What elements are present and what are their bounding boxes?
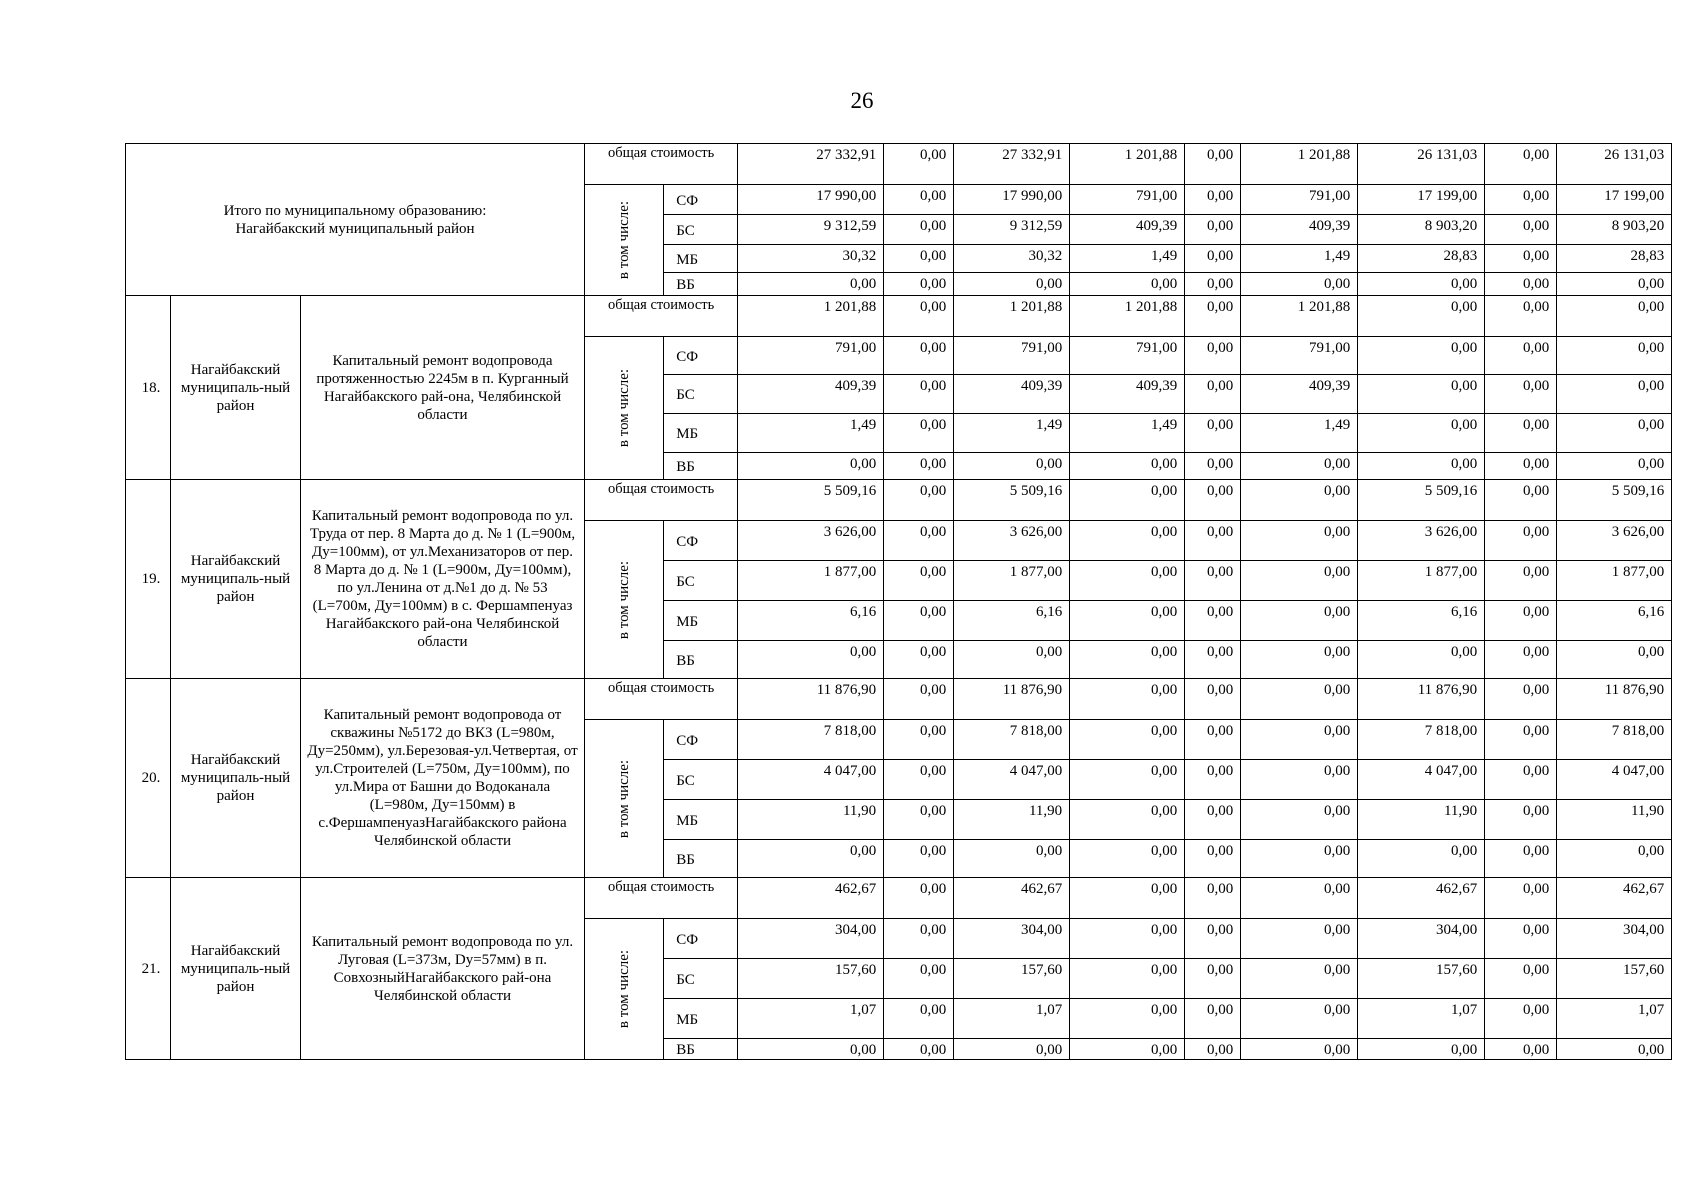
value-cell: 6,16 — [1557, 601, 1672, 641]
including-label — [585, 521, 664, 679]
value-cell: 0,00 — [884, 480, 954, 521]
value-cell: 0,00 — [1485, 760, 1557, 800]
value-cell: 0,00 — [884, 453, 954, 480]
fund-label: БС — [664, 959, 738, 999]
value-cell: 1,07 — [1557, 999, 1672, 1039]
entry-number: 18. — [126, 296, 171, 480]
value-cell: 0,00 — [1241, 601, 1358, 641]
fund-label: СФ — [664, 337, 738, 375]
value-cell: 11 876,90 — [1358, 679, 1485, 720]
total-title-line1: Итого по муниципальному образованию: — [223, 202, 487, 219]
value-cell: 3 626,00 — [1557, 521, 1672, 561]
value-cell: 0,00 — [1070, 1039, 1185, 1060]
value-cell: 7 818,00 — [738, 720, 884, 760]
value-cell: 11 876,90 — [1557, 679, 1672, 720]
value-cell: 0,00 — [1241, 959, 1358, 999]
value-cell: 1,07 — [738, 999, 884, 1039]
value-cell: 0,00 — [1185, 601, 1241, 641]
value-cell: 11 876,90 — [738, 679, 884, 720]
value-cell: 0,00 — [884, 414, 954, 453]
value-cell: 0,00 — [1485, 878, 1557, 919]
including-label — [585, 919, 664, 1060]
value-cell: 0,00 — [1241, 641, 1358, 679]
value-cell: 0,00 — [884, 800, 954, 840]
fund-label: МБ — [664, 245, 738, 273]
entry-description: Капитальный ремонт водопровода протяженностью 2245м в п. Курганный Нагайбакского рай-она, Челябинской области — [301, 296, 585, 480]
value-cell: 0,00 — [1557, 453, 1672, 480]
value-cell: 0,00 — [1557, 1039, 1672, 1060]
value-cell: 0,00 — [1070, 273, 1185, 296]
value-cell: 0,00 — [1358, 641, 1485, 679]
value-cell: 0,00 — [1485, 840, 1557, 878]
value-cell: 30,32 — [954, 245, 1070, 273]
page-number: 26 — [850, 88, 874, 113]
value-cell: 28,83 — [1358, 245, 1485, 273]
value-cell: 0,00 — [1485, 144, 1557, 185]
fund-label: МБ — [664, 601, 738, 641]
value-cell: 0,00 — [1358, 337, 1485, 375]
fund-label: БС — [664, 760, 738, 800]
value-cell: 0,00 — [738, 641, 884, 679]
value-cell: 0,00 — [1485, 561, 1557, 601]
fund-label: МБ — [664, 414, 738, 453]
value-cell: 5 509,16 — [1557, 480, 1672, 521]
value-cell: 0,00 — [1185, 641, 1241, 679]
including-label-text: в том числе: — [616, 560, 633, 639]
value-cell: 0,00 — [884, 561, 954, 601]
value-cell: 4 047,00 — [1557, 760, 1672, 800]
value-cell: 9 312,59 — [954, 215, 1070, 245]
value-cell: 791,00 — [1070, 185, 1185, 215]
value-cell: 5 509,16 — [1358, 480, 1485, 521]
value-cell: 0,00 — [1557, 414, 1672, 453]
value-cell: 0,00 — [884, 919, 954, 959]
value-cell: 791,00 — [1070, 337, 1185, 375]
value-cell: 0,00 — [1358, 840, 1485, 878]
value-cell: 4 047,00 — [1358, 760, 1485, 800]
value-cell: 0,00 — [1241, 800, 1358, 840]
value-cell: 0,00 — [954, 840, 1070, 878]
value-cell: 0,00 — [1358, 414, 1485, 453]
value-cell: 0,00 — [1070, 878, 1185, 919]
value-cell: 0,00 — [884, 679, 954, 720]
value-cell: 0,00 — [1485, 1039, 1557, 1060]
value-cell: 304,00 — [954, 919, 1070, 959]
value-cell: 0,00 — [1241, 999, 1358, 1039]
value-cell: 0,00 — [1185, 453, 1241, 480]
value-cell: 0,00 — [1485, 375, 1557, 414]
general-cost-label: общая стоимость — [585, 296, 738, 337]
value-cell: 4 047,00 — [738, 760, 884, 800]
value-cell: 0,00 — [1485, 641, 1557, 679]
value-cell: 0,00 — [1185, 720, 1241, 760]
value-cell: 1 877,00 — [1358, 561, 1485, 601]
value-cell: 0,00 — [884, 337, 954, 375]
value-cell: 7 818,00 — [1358, 720, 1485, 760]
value-cell: 791,00 — [1241, 337, 1358, 375]
value-cell: 0,00 — [884, 641, 954, 679]
value-cell: 26 131,03 — [1358, 144, 1485, 185]
value-cell: 6,16 — [738, 601, 884, 641]
value-cell: 0,00 — [884, 185, 954, 215]
value-cell: 0,00 — [1557, 375, 1672, 414]
value-cell: 3 626,00 — [738, 521, 884, 561]
value-cell: 0,00 — [1070, 800, 1185, 840]
funding-table — [125, 143, 1672, 1060]
value-cell: 8 903,20 — [1557, 215, 1672, 245]
value-cell: 0,00 — [1557, 641, 1672, 679]
value-cell: 17 199,00 — [1358, 185, 1485, 215]
value-cell: 4 047,00 — [954, 760, 1070, 800]
value-cell: 0,00 — [1485, 521, 1557, 561]
entry-district: Нагайбакский муниципаль-ный район — [171, 878, 301, 1060]
value-cell: 17 990,00 — [954, 185, 1070, 215]
fund-label: БС — [664, 561, 738, 601]
value-cell: 0,00 — [1485, 337, 1557, 375]
value-cell: 0,00 — [1070, 999, 1185, 1039]
fund-label: БС — [664, 215, 738, 245]
table-row — [126, 144, 1672, 185]
value-cell: 3 626,00 — [1358, 521, 1485, 561]
value-cell: 0,00 — [1185, 375, 1241, 414]
entry-number: 19. — [126, 480, 171, 679]
value-cell: 0,00 — [1557, 840, 1672, 878]
value-cell: 0,00 — [1185, 480, 1241, 521]
value-cell: 0,00 — [884, 375, 954, 414]
value-cell: 0,00 — [1185, 215, 1241, 245]
value-cell: 0,00 — [1485, 453, 1557, 480]
value-cell: 462,67 — [738, 878, 884, 919]
value-cell: 0,00 — [1241, 1039, 1358, 1060]
value-cell: 304,00 — [1557, 919, 1672, 959]
value-cell: 157,60 — [738, 959, 884, 999]
value-cell: 409,39 — [1241, 375, 1358, 414]
fund-label: СФ — [664, 521, 738, 561]
value-cell: 27 332,91 — [954, 144, 1070, 185]
value-cell: 0,00 — [884, 601, 954, 641]
value-cell: 0,00 — [954, 453, 1070, 480]
value-cell: 0,00 — [1557, 337, 1672, 375]
value-cell: 1,49 — [738, 414, 884, 453]
fund-label: СФ — [664, 185, 738, 215]
fund-label: БС — [664, 375, 738, 414]
value-cell: 1 201,88 — [1241, 296, 1358, 337]
value-cell: 0,00 — [1485, 185, 1557, 215]
value-cell: 0,00 — [1485, 480, 1557, 521]
value-cell: 1,49 — [1241, 414, 1358, 453]
value-cell: 0,00 — [1241, 453, 1358, 480]
value-cell: 11,90 — [954, 800, 1070, 840]
value-cell: 0,00 — [1070, 959, 1185, 999]
value-cell: 0,00 — [1485, 296, 1557, 337]
value-cell: 0,00 — [1358, 375, 1485, 414]
value-cell: 0,00 — [1185, 414, 1241, 453]
fund-label: МБ — [664, 999, 738, 1039]
value-cell: 0,00 — [884, 959, 954, 999]
value-cell: 0,00 — [1358, 453, 1485, 480]
value-cell: 0,00 — [1070, 919, 1185, 959]
value-cell: 0,00 — [1485, 245, 1557, 273]
value-cell: 0,00 — [1070, 453, 1185, 480]
value-cell: 0,00 — [1185, 760, 1241, 800]
fund-label: ВБ — [664, 273, 738, 296]
value-cell: 1 201,88 — [1070, 296, 1185, 337]
entry-district: Нагайбакский муниципаль-ный район — [171, 296, 301, 480]
fund-label: ВБ — [664, 840, 738, 878]
value-cell: 28,83 — [1557, 245, 1672, 273]
including-label-text: в том числе: — [616, 949, 633, 1029]
value-cell: 0,00 — [738, 840, 884, 878]
value-cell: 0,00 — [1557, 296, 1672, 337]
value-cell: 1,49 — [954, 414, 1070, 453]
general-cost-label: общая стоимость — [585, 878, 738, 919]
value-cell: 0,00 — [1070, 720, 1185, 760]
value-cell: 0,00 — [1485, 601, 1557, 641]
value-cell: 0,00 — [1485, 800, 1557, 840]
value-cell: 0,00 — [1185, 185, 1241, 215]
value-cell: 7 818,00 — [954, 720, 1070, 760]
value-cell: 462,67 — [1557, 878, 1672, 919]
value-cell: 0,00 — [1185, 800, 1241, 840]
value-cell: 157,60 — [954, 959, 1070, 999]
value-cell: 30,32 — [738, 245, 884, 273]
value-cell: 0,00 — [884, 999, 954, 1039]
value-cell: 0,00 — [1358, 1039, 1485, 1060]
value-cell: 1,07 — [1358, 999, 1485, 1039]
value-cell: 409,39 — [1241, 215, 1358, 245]
value-cell: 0,00 — [1241, 840, 1358, 878]
value-cell: 0,00 — [1241, 720, 1358, 760]
value-cell: 6,16 — [954, 601, 1070, 641]
value-cell: 0,00 — [1070, 840, 1185, 878]
value-cell: 17 199,00 — [1557, 185, 1672, 215]
value-cell: 0,00 — [1185, 840, 1241, 878]
value-cell: 0,00 — [1070, 679, 1185, 720]
value-cell: 0,00 — [1185, 296, 1241, 337]
value-cell: 0,00 — [1485, 720, 1557, 760]
value-cell: 0,00 — [954, 1039, 1070, 1060]
entry-description: Капитальный ремонт водопровода от скважины №5172 до ВКЗ (L=980м, Ду=250мм), ул.Березовая-ул.Четвертая, от ул.Строителей (L=750м, Ду=100мм), по ул.Мира от Башни до Водоканала (L=980м, Ду=150мм) в с.ФершампенуазНагайбакского района Челябинской области — [301, 679, 585, 878]
including-label-text: в том числе: — [616, 200, 633, 280]
value-cell: 0,00 — [954, 641, 1070, 679]
value-cell: 409,39 — [1070, 215, 1185, 245]
value-cell: 409,39 — [738, 375, 884, 414]
value-cell: 0,00 — [1070, 641, 1185, 679]
including-label — [585, 185, 664, 296]
value-cell: 5 509,16 — [954, 480, 1070, 521]
value-cell: 0,00 — [1070, 521, 1185, 561]
value-cell: 0,00 — [1185, 521, 1241, 561]
value-cell: 0,00 — [884, 760, 954, 800]
total-title-line2: Нагайбакский муниципальный район — [235, 220, 475, 237]
value-cell: 0,00 — [1241, 521, 1358, 561]
including-label-text: в том числе: — [616, 759, 633, 838]
value-cell: 1 201,88 — [738, 296, 884, 337]
value-cell: 1 201,88 — [1241, 144, 1358, 185]
value-cell: 0,00 — [1185, 999, 1241, 1039]
value-cell: 0,00 — [1185, 878, 1241, 919]
value-cell: 0,00 — [1185, 245, 1241, 273]
value-cell: 0,00 — [1557, 273, 1672, 296]
value-cell: 1,49 — [1070, 414, 1185, 453]
value-cell: 6,16 — [1358, 601, 1485, 641]
value-cell: 11 876,90 — [954, 679, 1070, 720]
fund-label: ВБ — [664, 453, 738, 480]
value-cell: 0,00 — [884, 720, 954, 760]
table-row — [126, 878, 1672, 919]
value-cell: 409,39 — [954, 375, 1070, 414]
value-cell: 0,00 — [884, 1039, 954, 1060]
value-cell: 0,00 — [884, 521, 954, 561]
value-cell: 0,00 — [1241, 273, 1358, 296]
fund-label: ВБ — [664, 641, 738, 679]
value-cell: 0,00 — [1070, 760, 1185, 800]
value-cell: 791,00 — [954, 337, 1070, 375]
value-cell: 1 201,88 — [1070, 144, 1185, 185]
table-row — [126, 480, 1672, 521]
value-cell: 0,00 — [884, 245, 954, 273]
value-cell: 17 990,00 — [738, 185, 884, 215]
fund-label: ВБ — [664, 1039, 738, 1060]
value-cell: 0,00 — [1185, 144, 1241, 185]
value-cell: 1,49 — [1241, 245, 1358, 273]
entry-district: Нагайбакский муниципаль-ный район — [171, 480, 301, 679]
value-cell: 0,00 — [1241, 919, 1358, 959]
value-cell: 11,90 — [1358, 800, 1485, 840]
value-cell: 0,00 — [1185, 561, 1241, 601]
general-cost-label: общая стоимость — [585, 480, 738, 521]
value-cell: 11,90 — [738, 800, 884, 840]
value-cell: 791,00 — [738, 337, 884, 375]
value-cell: 304,00 — [1358, 919, 1485, 959]
including-label — [585, 720, 664, 878]
value-cell: 1 877,00 — [1557, 561, 1672, 601]
value-cell: 0,00 — [1241, 480, 1358, 521]
value-cell: 0,00 — [1358, 296, 1485, 337]
general-cost-label: общая стоимость — [585, 679, 738, 720]
value-cell: 0,00 — [1185, 1039, 1241, 1060]
value-cell: 462,67 — [1358, 878, 1485, 919]
value-cell: 1,49 — [1070, 245, 1185, 273]
value-cell: 0,00 — [1485, 999, 1557, 1039]
fund-label: СФ — [664, 720, 738, 760]
value-cell: 0,00 — [1185, 679, 1241, 720]
value-cell: 0,00 — [1358, 273, 1485, 296]
value-cell: 0,00 — [1070, 561, 1185, 601]
value-cell: 462,67 — [954, 878, 1070, 919]
value-cell: 0,00 — [1485, 273, 1557, 296]
value-cell: 7 818,00 — [1557, 720, 1672, 760]
value-cell: 3 626,00 — [954, 521, 1070, 561]
value-cell: 0,00 — [1241, 760, 1358, 800]
value-cell: 8 903,20 — [1358, 215, 1485, 245]
value-cell: 0,00 — [954, 273, 1070, 296]
value-cell: 0,00 — [1241, 561, 1358, 601]
value-cell: 0,00 — [1070, 601, 1185, 641]
entry-district: Нагайбакский муниципаль-ный район — [171, 679, 301, 878]
entry-description: Капитальный ремонт водопровода по ул. Луговая (L=373м, Dy=57мм) в п. СовхозныйНагайбакского рай-она Челябинской области — [301, 878, 585, 1060]
value-cell: 0,00 — [1485, 414, 1557, 453]
value-cell: 0,00 — [884, 840, 954, 878]
fund-label: МБ — [664, 800, 738, 840]
value-cell: 0,00 — [884, 144, 954, 185]
entry-description: Капитальный ремонт водопровода по ул. Труда от пер. 8 Марта до д. № 1 (L=900м, Ду=100мм), от ул.Механизаторов от пер. 8 Марта до д. № 1 (L=900м, Ду=100мм), по ул.Ленина от д.№1 до д. № 53 (L=700м, Ду=100мм) в с. Фершампенуаз Нагайбакского рай-она Челябинской области — [301, 480, 585, 679]
including-label-text: в том числе: — [616, 368, 633, 448]
value-cell: 1 201,88 — [954, 296, 1070, 337]
value-cell: 0,00 — [738, 1039, 884, 1060]
value-cell: 0,00 — [1185, 337, 1241, 375]
value-cell: 1 877,00 — [954, 561, 1070, 601]
entry-number: 20. — [126, 679, 171, 878]
value-cell: 304,00 — [738, 919, 884, 959]
value-cell: 9 312,59 — [738, 215, 884, 245]
value-cell: 0,00 — [1485, 919, 1557, 959]
value-cell: 0,00 — [1241, 878, 1358, 919]
value-cell: 0,00 — [1241, 679, 1358, 720]
value-cell: 0,00 — [738, 273, 884, 296]
value-cell: 157,60 — [1557, 959, 1672, 999]
value-cell: 0,00 — [884, 296, 954, 337]
value-cell: 11,90 — [1557, 800, 1672, 840]
value-cell: 0,00 — [1485, 959, 1557, 999]
general-cost-label: общая стоимость — [585, 144, 738, 185]
value-cell: 0,00 — [1070, 480, 1185, 521]
value-cell: 409,39 — [1070, 375, 1185, 414]
value-cell: 0,00 — [884, 878, 954, 919]
value-cell: 1 877,00 — [738, 561, 884, 601]
value-cell: 0,00 — [884, 215, 954, 245]
value-cell: 0,00 — [1185, 919, 1241, 959]
including-label — [585, 337, 664, 480]
value-cell: 0,00 — [1485, 215, 1557, 245]
value-cell: 1,07 — [954, 999, 1070, 1039]
value-cell: 5 509,16 — [738, 480, 884, 521]
table-row — [126, 679, 1672, 720]
value-cell: 0,00 — [884, 273, 954, 296]
value-cell: 791,00 — [1241, 185, 1358, 215]
entry-number: 21. — [126, 878, 171, 1060]
value-cell: 0,00 — [1185, 959, 1241, 999]
value-cell: 0,00 — [738, 453, 884, 480]
total-title — [126, 144, 585, 296]
value-cell: 26 131,03 — [1557, 144, 1672, 185]
value-cell: 0,00 — [1185, 273, 1241, 296]
fund-label: СФ — [664, 919, 738, 959]
value-cell: 0,00 — [1485, 679, 1557, 720]
value-cell: 157,60 — [1358, 959, 1485, 999]
value-cell: 27 332,91 — [738, 144, 884, 185]
table-row — [126, 296, 1672, 337]
